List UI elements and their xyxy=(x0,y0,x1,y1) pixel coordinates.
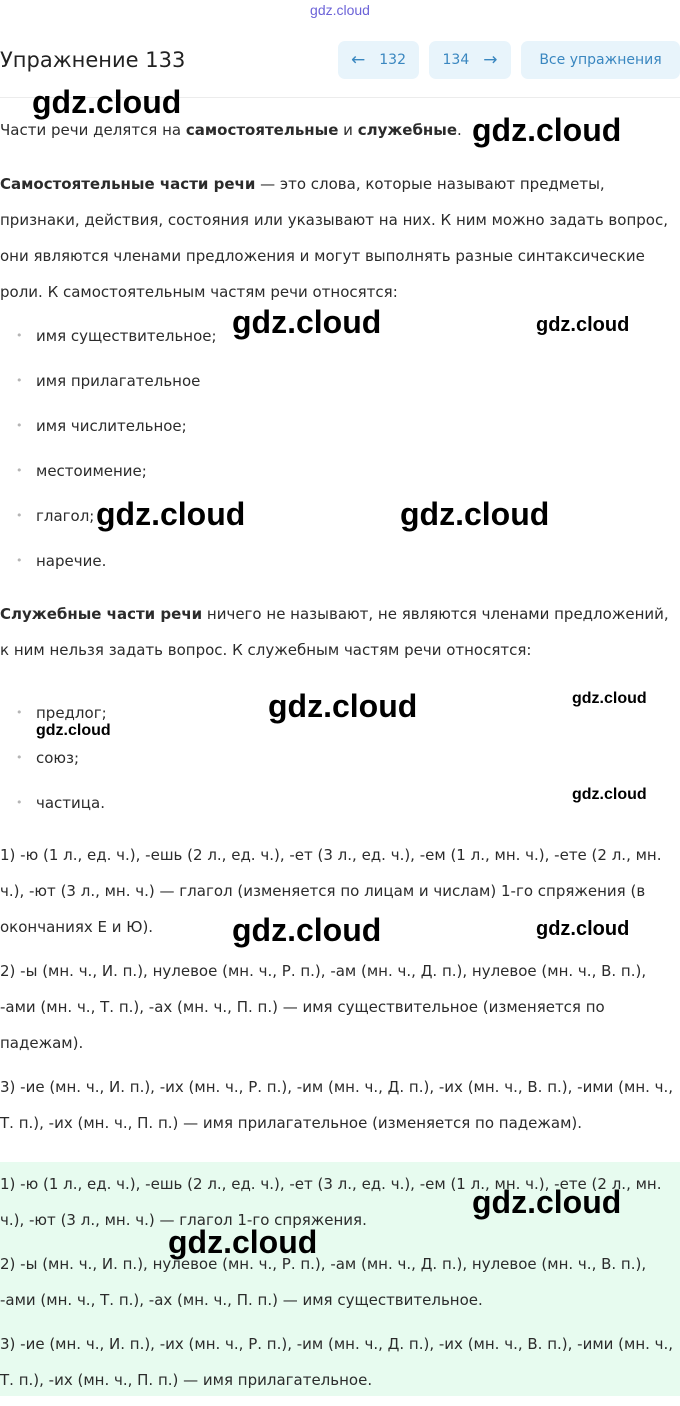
list-item: • имя числительное; xyxy=(0,415,680,437)
watermark: gdz.cloud xyxy=(472,1184,622,1220)
watermark: gdz.cloud xyxy=(400,496,550,532)
page-title: Упражнение 133 xyxy=(0,48,186,72)
auxiliary-paragraph: Служебные части речи ничего не называют, не являются членами предложений, к ним нельзя задать вопрос. К служебным частям речи относятся: xyxy=(0,605,669,659)
watermark: gdz.cloud xyxy=(96,496,246,532)
independent-paragraph: Самостоятельные части речи — это слова, которые называют предметы, признаки, действия, состояния или указывают на них. К ним можно задать вопрос, они являются членами предложения и могут выполнять разные синтаксические роли. К самостоятельным частям речи относятся: xyxy=(0,175,668,301)
exercise-header xyxy=(0,40,680,84)
list-item: • наречие. xyxy=(0,550,680,572)
arrow-right-icon: → xyxy=(483,50,498,70)
all-exercises-label: Все упражнения xyxy=(539,52,662,68)
watermark: gdz.cloud xyxy=(268,688,418,724)
list-item: • имя прилагательное xyxy=(0,370,680,392)
independent-list xyxy=(0,325,680,572)
next-exercise-label: 134 xyxy=(442,52,470,68)
all-exercises-button[interactable] xyxy=(521,41,680,79)
answer-1: 1) -ю (1 л., ед. ч.), -ешь (2 л., ед. ч.), -ет (3 л., ед. ч.), -ем (1 л., мн. ч.), -ете (2 л., мн. ч.), -ют (3 л., мн. ч.) — глагол (изменяется по лицам и числам) 1-го спряжения (в окончаниях Е и Ю). xyxy=(0,846,662,936)
watermark: gdz.cloud xyxy=(572,786,647,803)
list-item: • местоимение; xyxy=(0,460,680,482)
watermark: gdz.cloud xyxy=(536,314,630,336)
site-watermark-link[interactable]: gdz.cloud xyxy=(310,2,370,18)
watermark: gdz.cloud xyxy=(32,84,182,120)
intro-paragraph: Части речи делятся на самостоятельные и служебные. xyxy=(0,121,462,139)
short-answer-1: 1) -ю (1 л., ед. ч.), -ешь (2 л., ед. ч.), -ет (3 л., ед. ч.), -ем (1 л., мн. ч.), -ете (2 л., мн. ч.), -ют (3 л., мн. ч.) — глагол 1-го спряжения. xyxy=(0,1175,662,1229)
watermark: gdz.cloud xyxy=(36,722,111,739)
short-answer-3: 3) -ие (мн. ч., И. п.), -их (мн. ч., Р. п.), -им (мн. ч., Д. п.), -их (мн. ч., В. п.), -ими (мн. ч., Т. п.), -их (мн. ч., П. п.) — имя прилагательное. xyxy=(0,1335,674,1389)
watermark: gdz.cloud xyxy=(232,304,382,340)
prev-exercise-label: 132 xyxy=(379,52,406,68)
short-answer-2: 2) -ы (мн. ч., И. п.), нулевое (мн. ч., Р. п.), -ам (мн. ч., Д. п.), нулевое (мн. ч., В. п.), -ами (мн. ч., Т. п.), -ах (мн. ч., П. п.) — имя существительное. xyxy=(0,1255,647,1309)
solution-content xyxy=(0,112,680,1149)
list-item: • союз; xyxy=(0,747,680,769)
answer-3: 3) -ие (мн. ч., И. п.), -их (мн. ч., Р. п.), -им (мн. ч., Д. п.), -их (мн. ч., В. п.), -ими (мн. ч., Т. п.), -их (мн. ч., П. п.) — имя прилагательное (изменяется по падежам). xyxy=(0,1078,674,1132)
watermark: gdz.cloud xyxy=(472,112,622,148)
watermark: gdz.cloud xyxy=(232,912,382,948)
arrow-left-icon: ← xyxy=(351,50,366,70)
list-item: • глагол; xyxy=(0,505,680,527)
answer-2: 2) -ы (мн. ч., И. п.), нулевое (мн. ч., Р. п.), -ам (мн. ч., Д. п.), нулевое (мн. ч., В. п.), -ами (мн. ч., Т. п.), -ах (мн. ч., П. п.) — имя существительное (изменяется по падежам). xyxy=(0,962,647,1052)
list-item: • предлог; xyxy=(0,702,680,724)
next-exercise-button[interactable] xyxy=(429,41,511,79)
watermark: gdz.cloud xyxy=(572,690,647,707)
watermark: gdz.cloud xyxy=(536,918,630,940)
list-item: • частица. xyxy=(0,792,680,814)
watermark: gdz.cloud xyxy=(168,1224,318,1260)
prev-exercise-button[interactable] xyxy=(338,41,419,79)
list-item: • имя существительное; xyxy=(0,325,680,347)
